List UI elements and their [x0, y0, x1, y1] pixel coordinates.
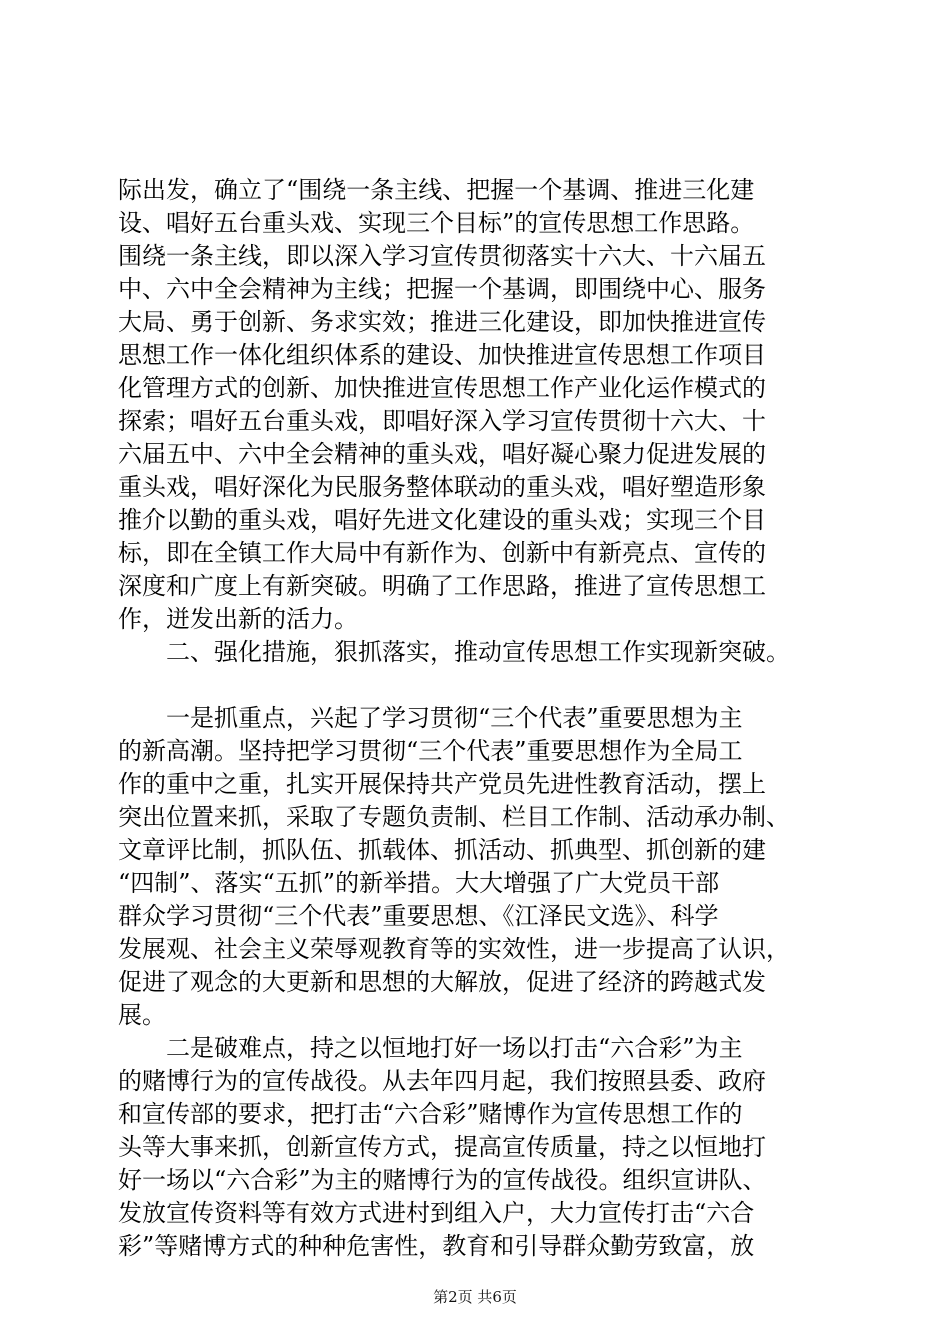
text-line: 作的重中之重，扎实开展保持共产党员先进性教育活动，摆上 — [118, 770, 766, 798]
text-line: 重头戏，唱好深化为民服务整体联动的重头戏，唱好塑造形象 — [118, 473, 766, 501]
text-line: 文章评比制，抓队伍、抓载体、抓活动、抓典型、抓创新的建 — [118, 836, 766, 864]
text-line: 标，即在全镇工作大局中有新作为、创新中有新亮点、宣传的 — [118, 539, 766, 567]
text-line: 一是抓重点，兴起了学习贯彻“三个代表”重要思想为主 — [118, 704, 743, 732]
text-line: 促进了观念的大更新和思想的大解放，促进了经济的跨越式发 — [118, 968, 766, 996]
text-line: 中、六中全会精神为主线；把握一个基调，即围绕中心、服务 — [118, 275, 766, 303]
text-line: 和宣传部的要求，把打击“六合彩”赌博作为宣传思想工作的 — [118, 1100, 743, 1128]
section-1-paragraph — [118, 174, 838, 636]
text-line: 二是破难点，持之以恒地打好一场以打击“六合彩”为主 — [118, 1034, 743, 1062]
text-line: 群众学习贯彻“三个代表”重要思想、《江泽民文选》、科学 — [118, 902, 719, 930]
text-line: 好一场以“六合彩”为主的赌博行为的宣传战役。组织宣讲队、 — [118, 1166, 767, 1194]
text-line: 六届五中、六中全会精神的重头戏，唱好凝心聚力促进发展的 — [118, 440, 766, 468]
section-2-heading: 二、强化措施，狠抓落实，推动宣传思想工作实现新突破。 — [118, 638, 790, 666]
text-line: 作，迸发出新的活力。 — [118, 605, 358, 633]
text-line: 探索；唱好五台重头戏，即唱好深入学习宣传贯彻十六大、十 — [118, 407, 766, 435]
text-line: 推介以勤的重头戏，唱好先进文化建设的重头戏；实现三个目 — [118, 506, 766, 534]
section-2-paragraphs — [118, 702, 838, 1263]
text-line: 的新高潮。坚持把学习贯彻“三个代表”重要思想作为全局工 — [118, 737, 743, 765]
text-line: 的赌博行为的宣传战役。从去年四月起，我们按照县委、政府 — [118, 1067, 766, 1095]
document-body — [118, 174, 838, 1263]
text-line: 化管理方式的创新、加快推进宣传思想工作产业化运作模式的 — [118, 374, 766, 402]
text-line: 发展观、社会主义荣辱观教育等的实效性，进一步提高了认识， — [118, 935, 790, 963]
text-line: 突出位置来抓，采取了专题负责制、栏目工作制、活动承办制、 — [118, 803, 790, 831]
text-line: 深度和广度上有新突破。明确了工作思路，推进了宣传思想工 — [118, 572, 766, 600]
text-line: 围绕一条主线，即以深入学习宣传贯彻落实十六大、十六届五 — [118, 242, 766, 270]
text-line: “四制”、落实“五抓”的新举措。大大增强了广大党员干部 — [118, 869, 720, 897]
text-line: 彩”等赌博方式的种种危害性，教育和引导群众勤劳致富，放 — [118, 1232, 755, 1260]
text-line: 大局、勇于创新、务求实效；推进三化建设，即加快推进宣传 — [118, 308, 766, 336]
paragraph-gap — [118, 669, 838, 702]
text-line: 展。 — [118, 1001, 166, 1029]
text-line: 设、唱好五台重头戏、实现三个目标”的宣传思想工作思路。 — [118, 209, 755, 237]
text-line: 发放宣传资料等有效方式进村到组入户，大力宣传打击“六合 — [118, 1199, 755, 1227]
page-footer: 第2页 共6页 — [433, 1288, 517, 1306]
text-line: 思想工作一体化组织体系的建设、加快推进宣传思想工作项目 — [118, 341, 766, 369]
text-line: 头等大事来抓，创新宣传方式，提高宣传质量，持之以恒地打 — [118, 1133, 766, 1161]
text-line: 际出发，确立了“围绕一条主线、把握一个基调、推进三化建 — [118, 176, 755, 204]
